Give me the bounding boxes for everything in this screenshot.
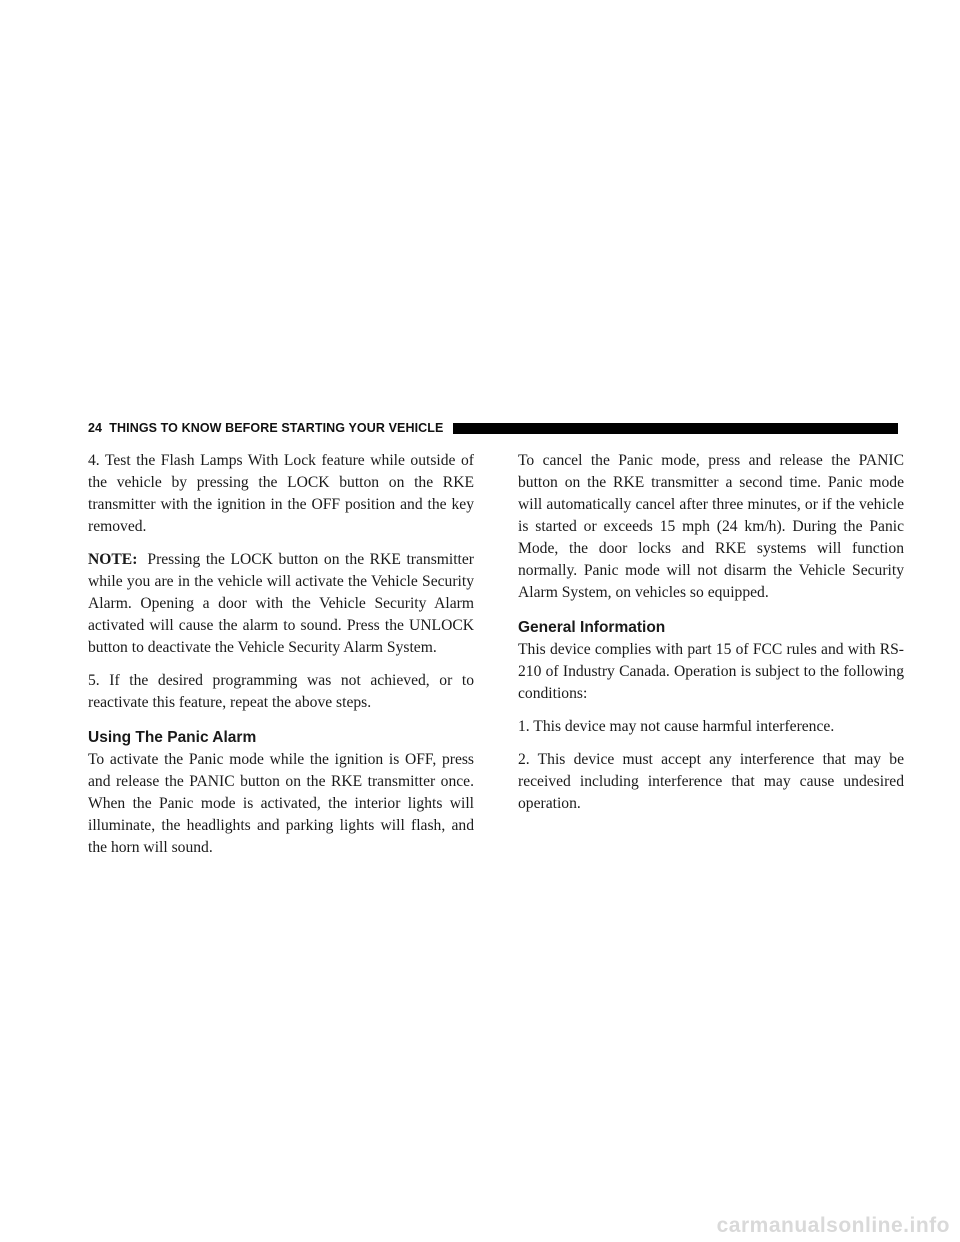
left-column [88,450,474,870]
condition-1-paragraph: 1. This device may not cause harmful interference. [518,718,835,735]
note-label: NOTE: [88,551,138,568]
header-rule [453,423,898,434]
panic-cancel-paragraph: To cancel the Panic mode, press and release the PANIC button on the RKE transmitter a second time. Panic mode will automatically cancel after three minutes, or if the vehicle is started or exceeds 15 mph (24 km/h). During the Panic Mode, the door locks and RKE systems will function normally. Panic mode will not disarm the Vehicle Security Alarm System, on vehicles so equipped. [518,452,904,601]
watermark: carmanualsonline.info [716,1214,950,1237]
heading-general-information: General Information [518,619,666,636]
step-5-paragraph: 5. If the desired programming was not achieved, or to reactivate this feature, repeat the above steps. [88,672,474,711]
heading-panic-alarm: Using The Panic Alarm [88,729,257,746]
panic-activate-paragraph: To activate the Panic mode while the ignition is OFF, press and release the PANIC button on the RKE transmitter once. When the Panic mode is activated, the interior lights will illuminate, the headlights and parking lights will flash, and the horn will sound. [88,751,474,856]
note-text: Pressing the LOCK button on the RKE transmitter while you are in the vehicle will activate the Vehicle Security Alarm. Opening a door with the Vehicle Security Alarm activated will cause the alarm to sound. Press the UNLOCK button to deactivate the Vehicle Security Alarm System. [88,551,474,656]
step-4-paragraph: 4. Test the Flash Lamps With Lock feature while outside of the vehicle by pressing the LOCK button on the RKE transmitter with the ignition in the OFF position and the key removed. [88,452,474,535]
condition-2-paragraph: 2. This device must accept any interference that may be received including interference that may cause undesired operation. [518,751,904,812]
right-column [518,450,904,826]
section-title: THINGS TO KNOW BEFORE STARTING YOUR VEHICLE [109,421,444,435]
page-number: 24 [88,421,103,435]
note-paragraph [88,549,474,659]
page-header [88,417,898,439]
fcc-paragraph: This device complies with part 15 of FCC rules and with RS-210 of Industry Canada. Operation is subject to the following conditions: [518,641,904,702]
header-text [88,421,443,435]
